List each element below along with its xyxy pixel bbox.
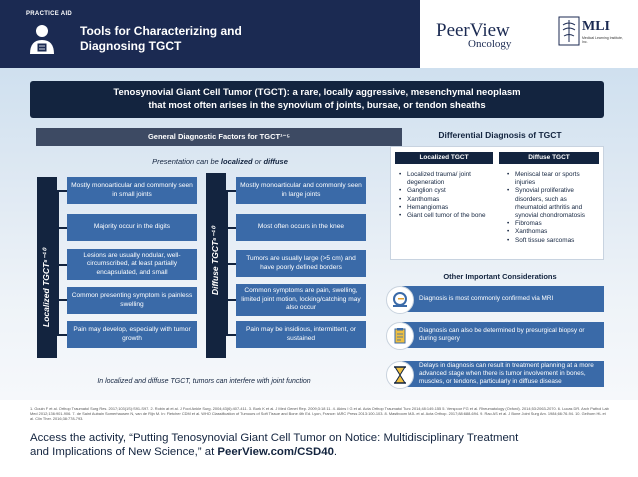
localized-differential-list <box>399 171 489 220</box>
consideration-text: Diagnosis is most commonly confirmed via MRI <box>402 286 604 312</box>
other-considerations-title: Other Important Considerations <box>443 272 557 281</box>
list-item: • Hemangiomas <box>399 204 489 212</box>
general-factors-header: General Diagnostic Factors for TGCT¹⁻⁵ <box>36 128 402 146</box>
diffuse-factor-box: Common symptoms are pain, swelling, limited joint motion, locking/catching may also occur <box>236 284 366 316</box>
practice-aid-badge: PRACTICE AID <box>26 11 73 17</box>
localized-factor-box: Mostly monoarticular and commonly seen in small joints <box>67 177 197 204</box>
page-title: Tools for Characterizing and Diagnosing TGCT <box>80 24 242 53</box>
localized-column-header: Localized TGCT <box>395 152 493 164</box>
list-item: • Soft tissue sarcomas <box>507 237 599 245</box>
list-item: • Ganglion cyst <box>399 187 489 195</box>
diffuse-factor-box: Pain may be insidious, intermittent, or sustained <box>236 321 366 348</box>
diffuse-factor-box: Mostly monoarticular and commonly seen in large joints <box>236 177 366 204</box>
localized-tgct-label: Localized TGCT⁶⁻¹⁰ <box>41 248 51 327</box>
logo-area <box>420 0 638 68</box>
diffuse-tgct-label: Diffuse TGCT⁶⁻¹⁰ <box>210 226 220 295</box>
localized-factor-box: Lesions are usually nodular, well-circumscribed, at least partially encapsulated, and small <box>67 249 197 280</box>
list-item: • Xanthomas <box>507 228 599 236</box>
list-item: • Fibromas <box>507 220 599 228</box>
consideration-text: Delays in diagnosis can result in treatment planning at a more advanced stage when there is tumor involvement in bones, muscles, or tendons, particularly in diffuse disease <box>402 361 604 387</box>
doctor-clipboard-icon <box>28 24 56 54</box>
mli-emblem-icon <box>558 16 580 46</box>
diffuse-factor-box: Most often occurs in the knee <box>236 214 366 241</box>
hourglass-icon <box>386 361 414 389</box>
access-activity-note: Access the activity, “Putting Tenosynovial Giant Cell Tumor on Notice: Multidisciplinary Treatment and Implications of New Science,” at PeerView.com/CSD40. <box>30 432 519 458</box>
localized-tgct-bar <box>37 177 57 358</box>
peerview-logo-sub: Oncology <box>468 38 512 50</box>
localized-factor-box: Majority occur in the digits <box>67 214 197 241</box>
mri-scanner-icon <box>386 286 414 314</box>
list-item: • Xanthomas <box>399 196 489 204</box>
peerview-logo: PeerView <box>436 20 510 41</box>
diffuse-factor-box: Tumors are usually large (>5 cm) and have poorly defined borders <box>236 250 366 277</box>
localized-connector <box>57 190 59 334</box>
header-bar <box>0 0 638 68</box>
diffuse-differential-list <box>507 171 599 245</box>
consideration-text: Diagnosis can also be determined by presurgical biopsy or during surgery <box>402 322 604 348</box>
references: 1. Gouin F et al. Orthop Traumatol Surg Res. 2017;103(1S):S91-S97. 2. Robin at et al. J Foot Ankle Surg. 2004;43(6):407-411. 3. Burk K et al. J Med Genet Rep. 2009;3:18 11. 4. Akins I G et al. Acta Orthop Traumatol Turc 2014;48:149-155 5. Verspoor FG et al. Rheumatology (Oxford). 2014;53:2063-2070. 6. Lucas DR. Arch Pathol Lab Med 2012;136:901-906. 7. de Saint Aubain Somerhausen N, van de Rijn M. In: Fletcher CDM et al. WHO Classification of Tumours of Soft Tissue and Bone 4th Ed. Lyon, France: IARC Press 2013:100-103. 8. Mastboom MJL et al. Acta Orthop. 2017;88:688-694. 9. Rao AS et al. J Bone Joint Surg Am. 1984;66:76-94. 10. Gelhorn HL et al. Clin Ther. 2016;38:778-793. <box>30 406 609 421</box>
list-item: • Localized trauma/ joint degeneration <box>399 171 489 187</box>
list-item: • Meniscal tear or sports injuries <box>507 171 599 187</box>
differential-diagnosis-title: Differential Diagnosis of TGCT <box>438 130 562 140</box>
definition-banner: Tenosynovial Giant Cell Tumor (TGCT): a rare, locally aggressive, mesenchymal neoplasm that most often arises in the synovium of joints, bursae, or tendon sheaths <box>30 81 604 118</box>
activity-link[interactable]: PeerView.com/CSD40 <box>217 446 334 458</box>
localized-factor-box: Pain may develop, especially with tumor growth <box>67 321 197 348</box>
diffuse-tgct-bar <box>206 173 226 358</box>
mli-logo: MLI Medical Learning Institute, Inc. <box>558 14 628 54</box>
diffuse-connector <box>226 190 228 334</box>
localized-factor-box: Common presenting symptom is painless swelling <box>67 287 197 314</box>
presentation-note: Presentation can be localized or diffuse <box>152 157 288 166</box>
list-item: • Synovial proliferative disorders, such as rheumatoid arthritis and synovial chondromatosis <box>507 187 599 220</box>
clipboard-icon <box>386 322 414 350</box>
differential-diagnosis-panel <box>390 146 604 260</box>
diffuse-column-header: Diffuse TGCT <box>499 152 599 164</box>
joint-function-note: In localized and diffuse TGCT, tumors can interfere with joint function <box>97 378 311 385</box>
list-item: • Giant cell tumor of the bone <box>399 212 489 220</box>
